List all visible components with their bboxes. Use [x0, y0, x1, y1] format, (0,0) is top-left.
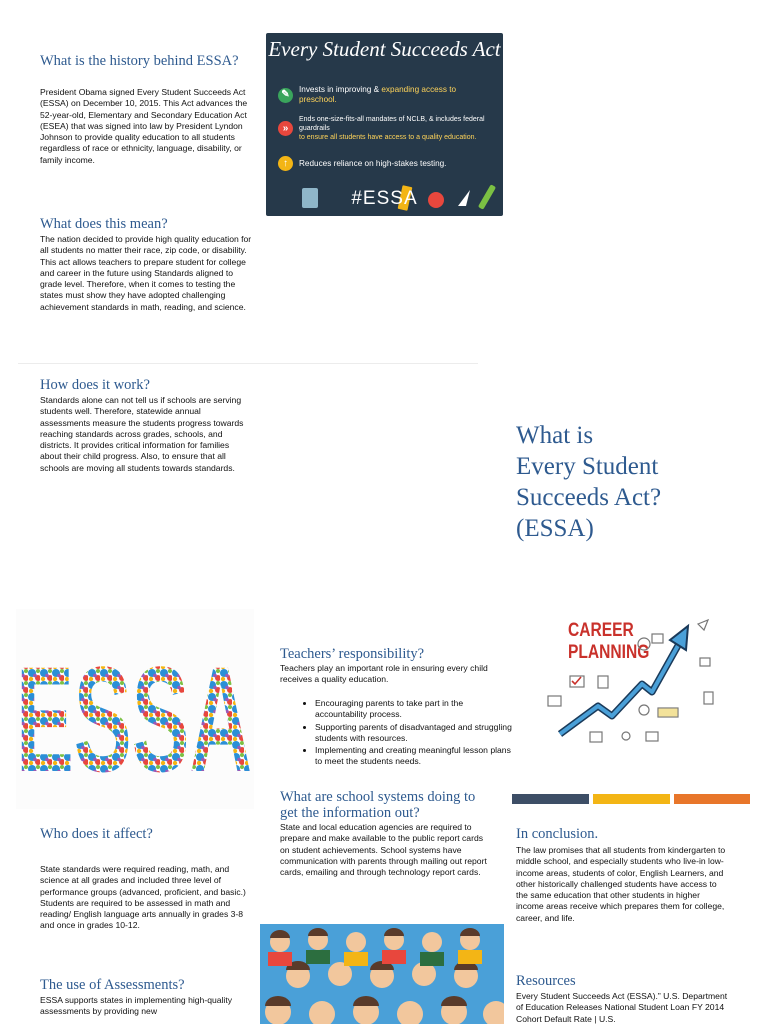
title-line-1: What is — [516, 422, 594, 449]
affect-heading: Who does it affect? — [40, 826, 153, 842]
poster-hashtag-text: #ESSA — [351, 188, 418, 209]
students-crowd-image — [260, 924, 504, 1024]
career-planning-image — [512, 596, 736, 766]
poster-item-testing — [278, 156, 495, 171]
how-heading: How does it work? — [40, 377, 150, 393]
poster-item1-b: expanding access to preschool. — [299, 85, 457, 104]
accent-bars — [512, 794, 750, 804]
conclusion-body: The law promises that all students from kindergarten to middle school, and especially students who live-in low-income areas, students of color, English Learners, and other historically challenged students have access to the same education that other students in higher income areas receive which prepares them for college, career, and life. — [516, 845, 726, 923]
career-line-1: CAREER — [568, 620, 634, 641]
growth-arrow-icon — [512, 596, 736, 766]
history-heading: What is the history behind ESSA? — [40, 53, 239, 69]
list-item: • Supporting parents of disadvantaged and struggling students with resources. — [315, 722, 515, 745]
poster-item-nclb — [278, 115, 495, 142]
schools-heading: What are school systems doing to get the information out? — [280, 789, 476, 821]
poster-item1-a: Invests in improving & — [299, 85, 382, 94]
crowd-illustration — [260, 924, 504, 1024]
title-line-4: (ESSA) — [516, 515, 594, 542]
affect-body: State standards were required reading, math, and science at all grades and included three level of performance groups (advanced, proficient, and basic.) Students are required to be assessed in math and reading/ English language arts annually in grades 3-8 and once in grades 10-12. — [40, 864, 246, 931]
teachers-heading: Teachers’ responsibility? — [280, 646, 425, 662]
resources-body: Every Student Succeeds Act (ESSA).” U.S. Department of Education Releases National Student Loan FY 2014 Cohort Default Rate | U.S. — [516, 991, 728, 1024]
list-item: • Encouraging parents to take part in the accountability process. — [315, 698, 515, 721]
section-divider — [18, 363, 478, 364]
meaning-heading: What does this mean? — [40, 216, 168, 232]
accent-bar-gold — [593, 794, 670, 804]
checklist-icon: ✎ — [278, 88, 293, 103]
title-line-2: Every Student — [516, 453, 659, 480]
title-line-3: Succeeds Act? — [516, 484, 662, 511]
poster-hashtag — [266, 188, 503, 210]
poster-item3: Reduces reliance on high-stakes testing. — [299, 158, 447, 168]
essa-letters-graphic — [16, 609, 254, 809]
meaning-body: The nation decided to provide high quality education for all students no matter their race, zip code, or disability. This act allows teachers to prepare student for college and career in the future using Standards aligned to grade level. Therefore, when it comes to testing the states must show they have adopted challenging achievement standards in math, reading, and science. — [40, 234, 252, 312]
resources-heading: Resources — [516, 973, 576, 989]
chevron-right-icon: » — [278, 121, 293, 136]
how-body: Standards alone can not tell us if schools are serving students well. Therefore, statewide annual assessments measure the students progress towards reaching standards across grades, schools, and districts. It provides critical information for families about their child progress. Also, to ensure that all schools are moving all students towards standards. — [40, 395, 244, 473]
arrow-up-icon: ↑ — [278, 156, 293, 171]
page-title — [516, 420, 756, 544]
schools-body: State and local education agencies are required to prepare and make available to the public report cards on student achievements. School systems have communication with parents through mailing out report cards, emailing and through technology report cards. — [280, 822, 487, 878]
poster-item2-a: Ends one-size-fits-all mandates of NCLB, & includes federal guardrails — [299, 116, 485, 132]
teachers-intro: Teachers play an important role in ensuring every child receives a quality education. — [280, 663, 488, 685]
assessments-heading: The use of Assessments? — [40, 977, 185, 993]
accent-bar-navy — [512, 794, 589, 804]
history-body: President Obama signed Every Student Succeeds Act (ESSA) on December 10, 2015. This Act advances the 52-year-old, Elementary and Secondary Education Act (ESEA) that was signed into law by President Lyndon Johnson to provide quality education to all students regardless of race or ethnicity, language, disability, or family income. — [40, 87, 248, 165]
teachers-bullet-list — [293, 698, 515, 769]
poster-title: Every Student Succeeds Act — [268, 37, 501, 61]
essa-letters-text: ESSA — [16, 635, 253, 803]
accent-bar-orange — [674, 794, 750, 804]
list-item: • Implementing and creating meaningful lesson plans to meet the students needs. — [315, 745, 515, 768]
assessments-body: ESSA supports states in implementing high-quality assessments by providing new — [40, 995, 233, 1017]
conclusion-heading: In conclusion. — [516, 826, 599, 842]
essa-poster-image — [266, 33, 503, 216]
career-line-2: PLANNING — [568, 642, 650, 663]
essa-letters-image — [16, 609, 254, 809]
poster-item-preschool — [278, 85, 495, 105]
poster-item2-b: to ensure all students have access to a quality education. — [299, 134, 477, 141]
